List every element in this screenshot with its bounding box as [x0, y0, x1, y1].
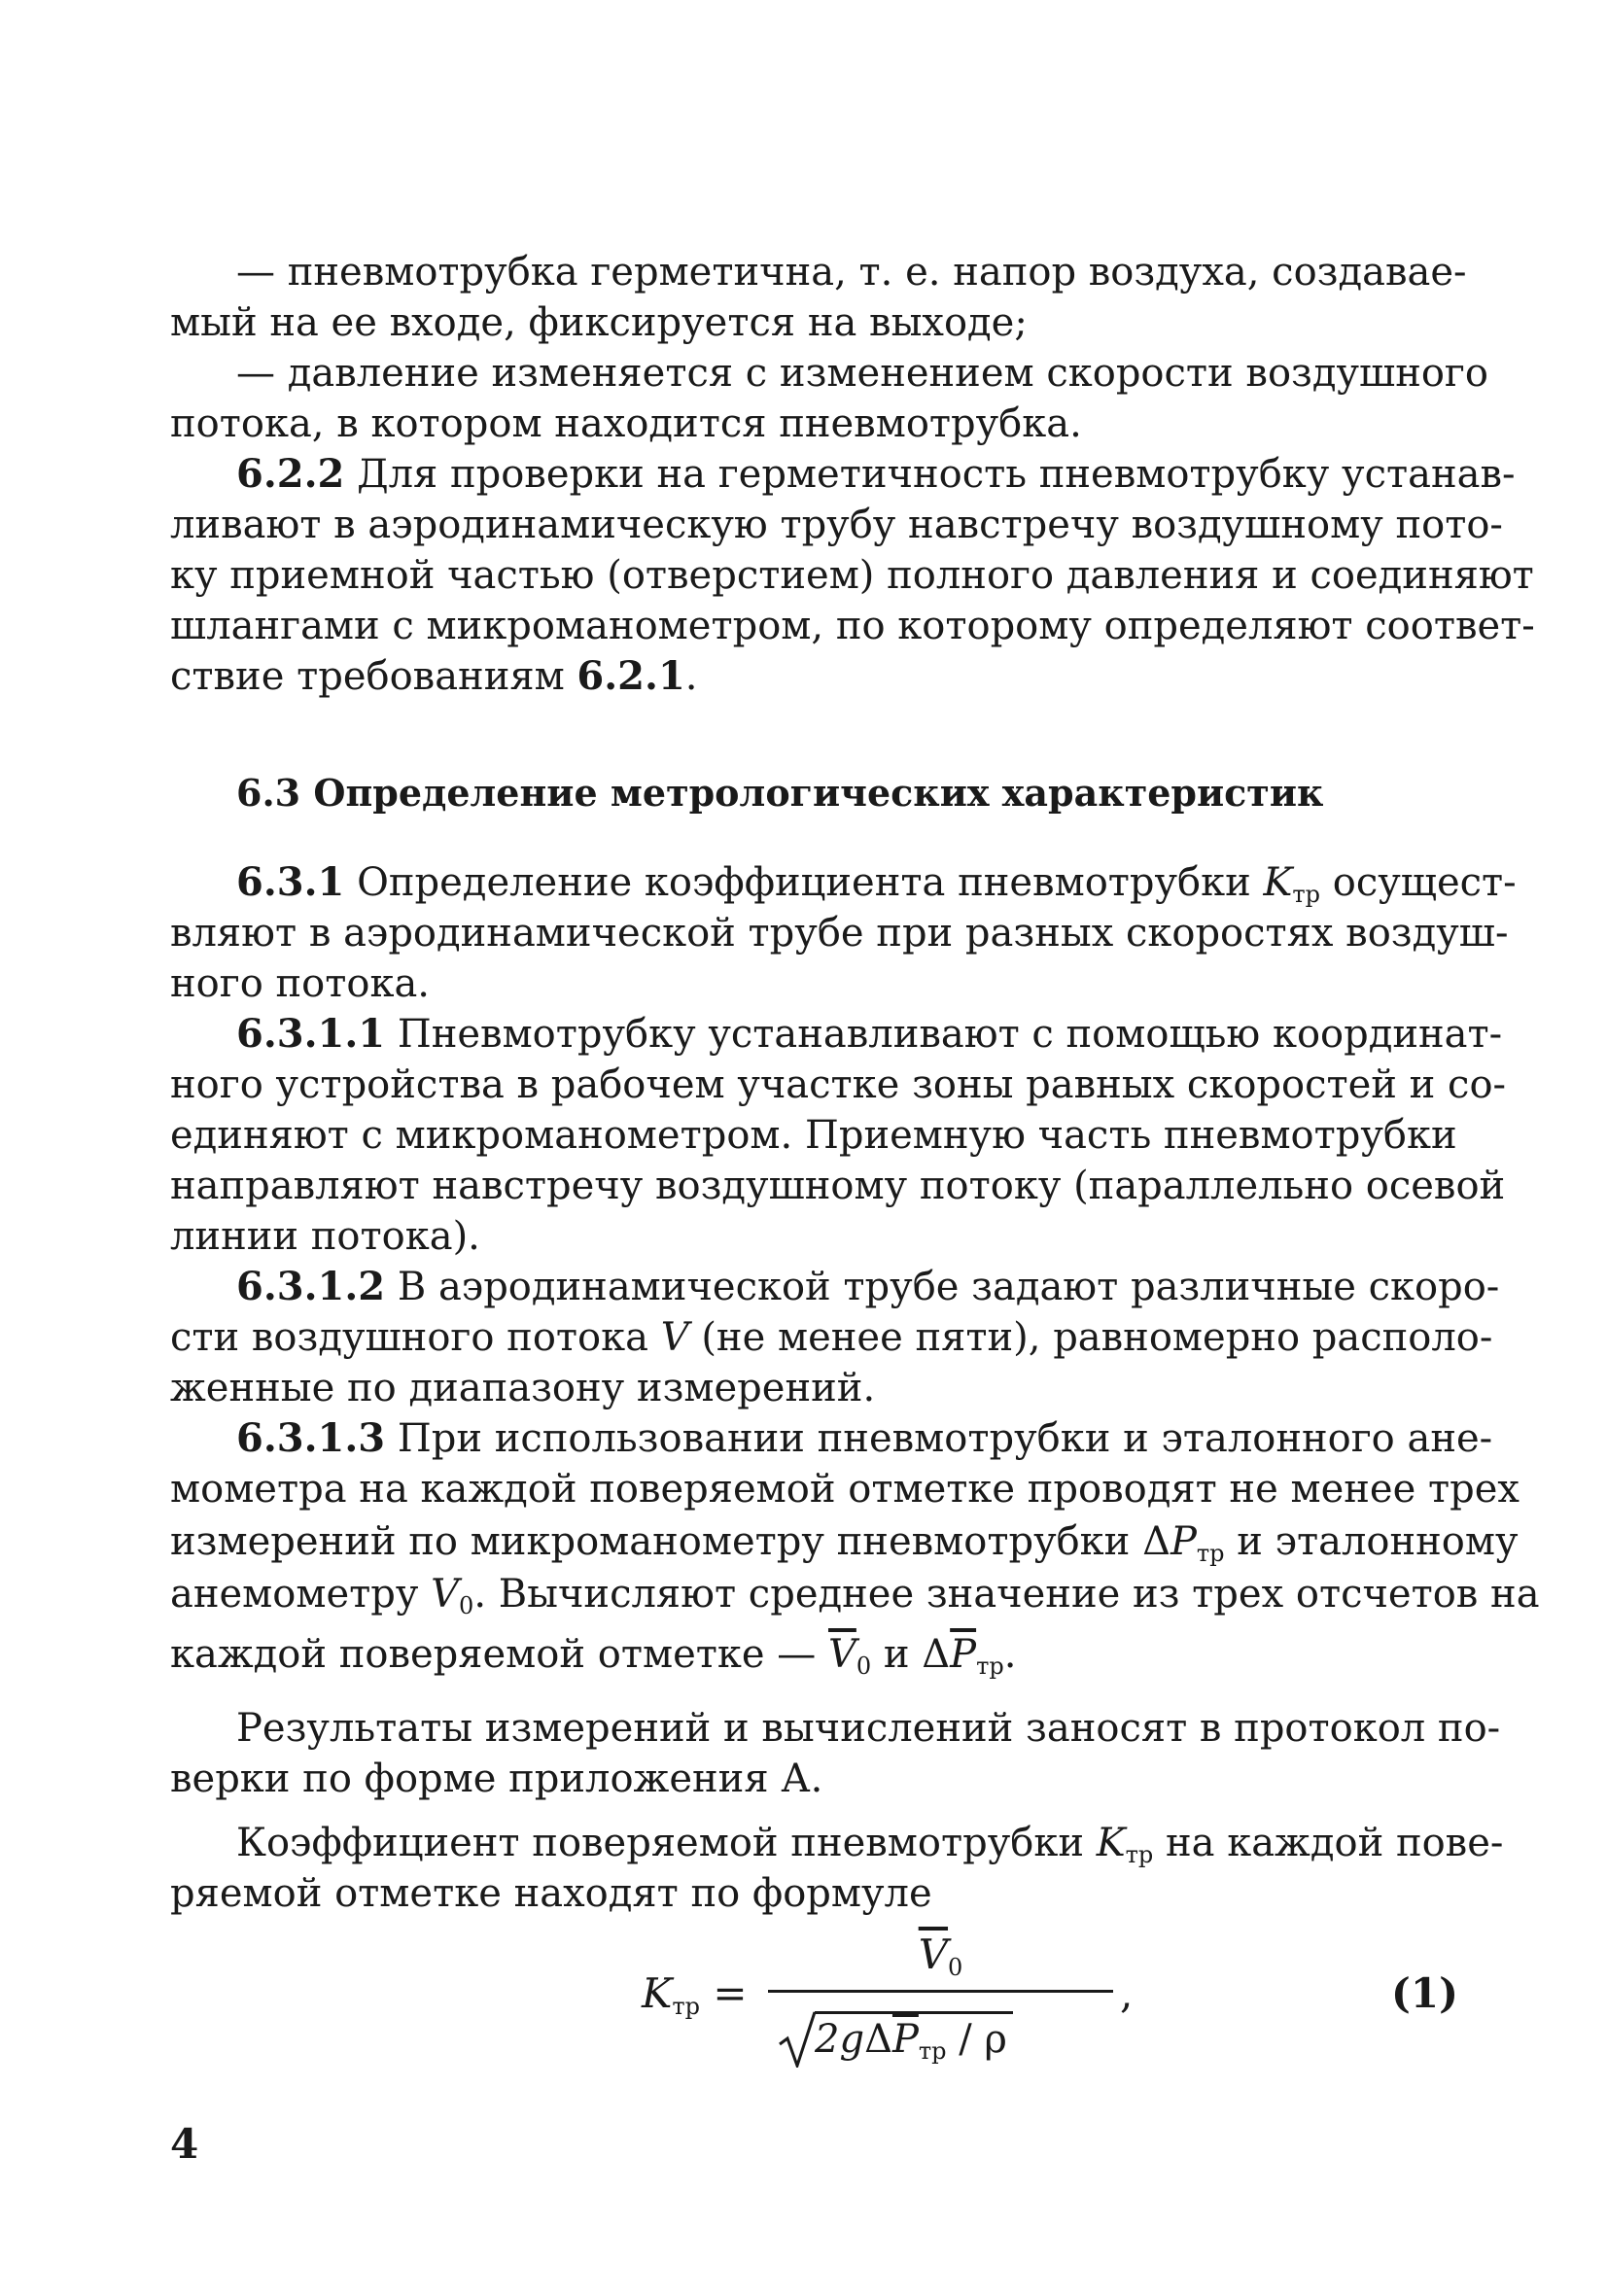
formula-number: (1)	[1391, 1969, 1458, 2017]
text-line: потока, в котором находится пневмотрубка.	[170, 401, 1082, 446]
text-line: — давление изменяется с изменением скорости воздушного	[236, 351, 1488, 396]
clause-number: 6.3.1.2	[236, 1264, 386, 1309]
text-line: ку приемной частью (отверстием) полного давления и соединяют	[170, 553, 1534, 598]
text-line: ного потока.	[170, 961, 431, 1006]
formula-fraction	[768, 1930, 1113, 2085]
text-line: каждой поверяемой отметке — $\overline{V}_0$ и $\Delta\overline{P}_{тр}$.	[170, 1632, 1017, 1680]
text-line: 6.3.1.3 При использовании пневмотрубки и эталонного ане-	[236, 1415, 1493, 1461]
text-line: 6.3.1 Определение коэффициента пневмотрубки $K_{тр}$ осущест-	[236, 859, 1517, 908]
clause-number: 6.3.1.3	[236, 1415, 386, 1461]
text-line: женные по диапазону измерений.	[170, 1366, 876, 1410]
text-line: ряемой отметке находят по формуле	[170, 1871, 932, 1916]
text-line: — пневмотрубка герметична, т. е. напор воздуха, создавае-	[236, 250, 1467, 295]
text-line: верки по форме приложения А.	[170, 1757, 823, 1801]
clause-number: 6.2.2	[236, 451, 345, 497]
text-line: единяют с микроманометром. Приемную часть пневмотрубки	[170, 1113, 1457, 1158]
text-line: линии потока).	[170, 1214, 480, 1259]
clause-number: 6.3.1.1	[236, 1011, 386, 1057]
page-number: 4	[170, 2120, 199, 2168]
text-line: мый на ее входе, фиксируется на выходе;	[170, 300, 1028, 345]
text-line: 6.2.2 Для проверки на герметичность пневмотрубку устанав-	[236, 451, 1516, 497]
formula-denominator	[768, 2000, 1113, 2068]
text-line: 6.3.1.1 Пневмотрубку устанавливают с помощью координат-	[236, 1011, 1503, 1057]
text-line: ливают в аэродинамическую трубу навстречу воздушному пото-	[170, 503, 1503, 547]
fraction-bar	[768, 1990, 1113, 1993]
formula-comma: ,	[1120, 1969, 1134, 2017]
text-line: направляют навстречу воздушному потоку (параллельно осевой	[170, 1164, 1506, 1208]
text-line: измерений по микроманометру пневмотрубки $\Delta P_{тр}$ и эталонному	[170, 1519, 1519, 1567]
text-line: ного устройства в рабочем участке зоны равных скоростей и со-	[170, 1062, 1507, 1107]
formula-lhs: $K_{тр}$ =	[642, 1969, 748, 2020]
text-line: Коэффициент поверяемой пневмотрубки $K_{тр}$ на каждой пове-	[236, 1821, 1504, 1868]
text-line: шлангами с микроманометром, по которому определяют соответ-	[170, 604, 1535, 648]
text-line: вляют в аэродинамической трубе при разных скоростях воздуш-	[170, 911, 1509, 956]
text-line: анемометру $V_0$. Вычисляют среднее значение из трех отсчетов на	[170, 1572, 1540, 1619]
text-line: мометра на каждой поверяемой отметке проводят не менее трех	[170, 1467, 1520, 1512]
text-line: 6.3.1.2 В аэродинамической трубе задают различные скоро-	[236, 1264, 1500, 1309]
section-heading: 6.3 Определение метрологических характеристик	[236, 771, 1324, 815]
formula-1	[642, 1930, 1458, 2085]
text-line: ствие требованиям 6.2.1.	[170, 653, 698, 699]
text-line: сти воздушного потока V (не менее пяти), равномерно располо-	[170, 1315, 1493, 1360]
clause-reference: 6.2.1	[576, 653, 685, 699]
formula-radicand: $2g\Delta\overline{P}_{тр}$ / ρ	[815, 2011, 1013, 2065]
clause-number: 6.3.1	[236, 859, 345, 905]
text-line: Результаты измерений и вычислений заносят в протокол по-	[236, 1706, 1501, 1751]
formula-numerator: $\overline{V}_0$	[918, 1931, 963, 1981]
square-root-icon	[778, 2005, 817, 2068]
